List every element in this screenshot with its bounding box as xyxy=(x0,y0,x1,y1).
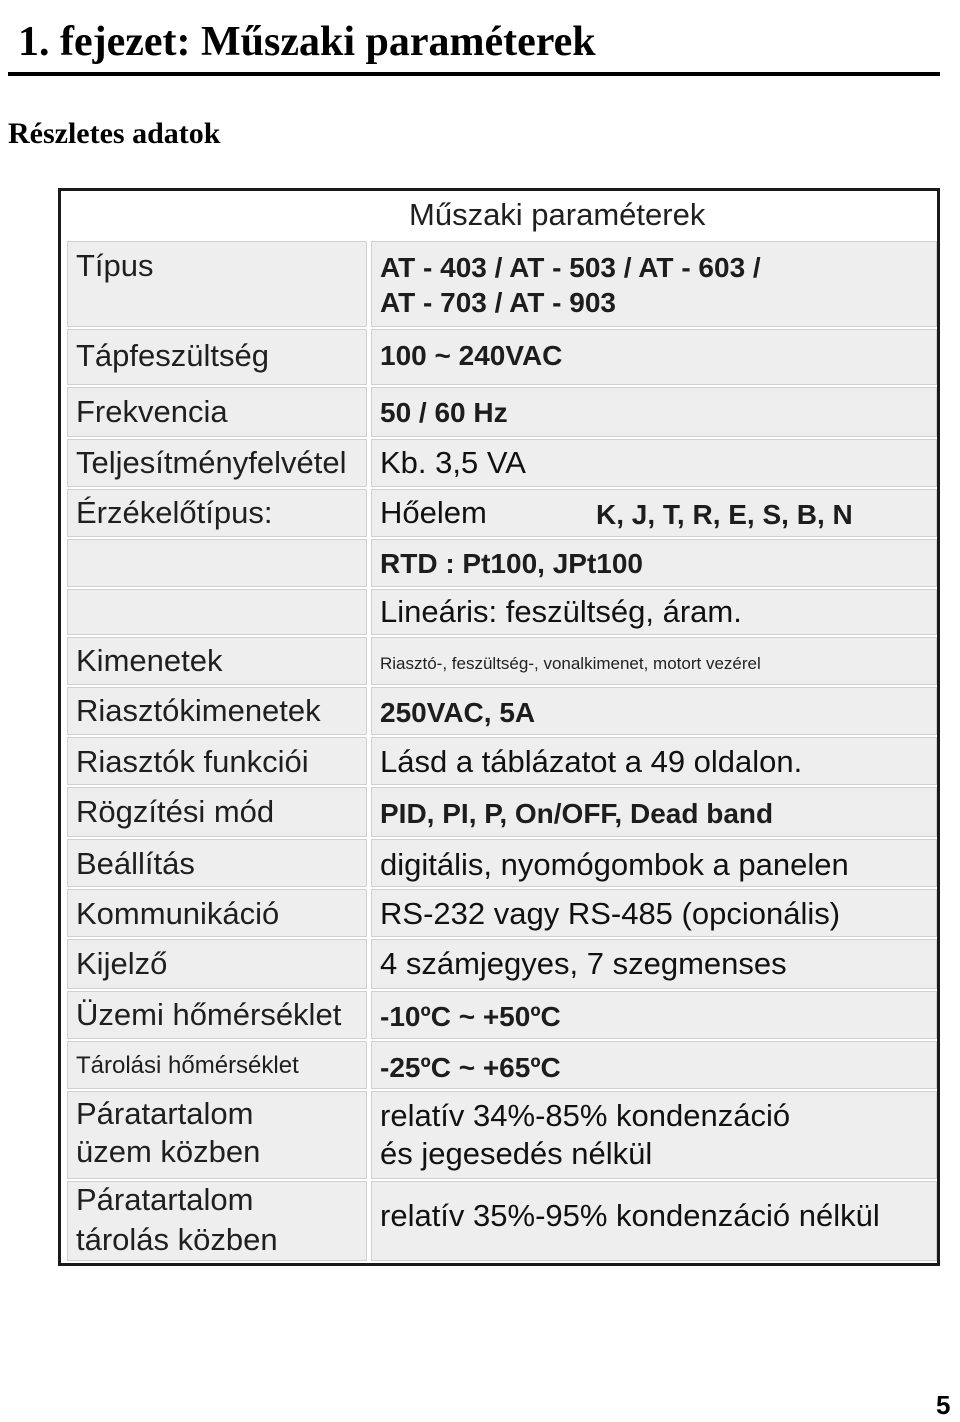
table-row-value xyxy=(371,637,937,685)
table-row-value xyxy=(371,787,937,837)
table-row-value xyxy=(371,387,937,437)
row-label-tarolasi-homerseklet: Tárolási hőmérséklet xyxy=(76,1052,299,1079)
table-row-label xyxy=(67,329,367,385)
table-row-value xyxy=(371,439,937,487)
row-value-uzemi-homerseklet: -10ºC ~ +50ºC xyxy=(380,1001,561,1032)
row-label-beallitas: Beállítás xyxy=(76,846,195,881)
table-row-label xyxy=(67,839,367,887)
table-row-label xyxy=(67,787,367,837)
row-label-tipus: Típus xyxy=(76,248,154,283)
table-row-value xyxy=(371,991,937,1039)
row-value-linearis: Lineáris: feszültség, áram. xyxy=(380,594,742,629)
section-title: Részletes adatok xyxy=(8,117,221,150)
row-value-paratartalom-uzem-2: és jegesedés nélkül xyxy=(380,1136,653,1171)
row-label-kommunikacio: Kommunikáció xyxy=(76,896,280,931)
table-row-value xyxy=(371,687,937,735)
row-label-paratartalom-tarolas-1: Páratartalom xyxy=(76,1182,254,1217)
row-value-paratartalom-uzem-1: relatív 34%-85% kondenzáció xyxy=(380,1098,791,1133)
row-label-teljesitmeny: Teljesítményfelvétel xyxy=(76,445,347,480)
table-row-value xyxy=(371,737,937,785)
table-row-label xyxy=(67,1041,367,1089)
table-header: Műszaki paraméterek xyxy=(409,197,706,232)
table-row-value xyxy=(371,241,937,327)
row-label-erzekelo: Érzékelőtípus: xyxy=(76,495,273,530)
row-value-kommunikacio: RS-232 vagy RS-485 (opcionális) xyxy=(380,896,841,931)
table-row-value xyxy=(371,489,937,537)
spec-table xyxy=(58,188,940,1266)
table-row-label xyxy=(67,889,367,937)
row-value-erzekelo: Hőelem xyxy=(380,495,487,530)
row-value-erzekelo-types: K, J, T, R, E, S, B, N xyxy=(596,499,853,530)
table-row-value xyxy=(371,589,937,635)
row-value-frekvencia: 50 / 60 Hz xyxy=(380,397,508,428)
row-value-tarolasi-homerseklet: -25ºC ~ +65ºC xyxy=(380,1052,561,1083)
table-row-value xyxy=(371,1041,937,1089)
row-value-paratartalom-tarolas: relatív 35%-95% kondenzáció nélkül xyxy=(380,1198,880,1233)
table-row-label xyxy=(67,687,367,735)
row-label-frekvencia: Frekvencia xyxy=(76,394,228,429)
table-row-label xyxy=(67,589,367,635)
row-value-riasztok-funkcioi: Lásd a táblázatot a 49 oldalon. xyxy=(380,744,803,779)
row-label-kijelzo: Kijelző xyxy=(76,946,168,981)
table-row-label xyxy=(67,1181,367,1261)
row-label-paratartalom-uzem-1: Páratartalom xyxy=(76,1096,254,1131)
table-row-label xyxy=(67,737,367,785)
table-row-value xyxy=(371,1091,937,1179)
row-value-kimenetek: Riasztó-, feszültség-, vonalkimenet, motort vezérel xyxy=(380,654,761,673)
table-row-label xyxy=(67,1091,367,1179)
title-divider xyxy=(8,72,940,76)
table-row-value xyxy=(371,1181,937,1261)
table-row-label xyxy=(67,387,367,437)
row-value-rtd: RTD : Pt100, JPt100 xyxy=(380,548,643,579)
row-value-teljesitmeny: Kb. 3,5 VA xyxy=(380,445,526,480)
row-label-rogzitesi-mod: Rögzítési mód xyxy=(76,794,275,829)
row-label-paratartalom-uzem-2: üzem közben xyxy=(76,1134,261,1169)
row-value-beallitas: digitális, nyomógombok a panelen xyxy=(380,847,849,882)
row-value-tapfeszultseg: 100 ~ 240VAC xyxy=(380,340,563,371)
table-row-label xyxy=(67,637,367,685)
table-row-label xyxy=(67,939,367,989)
table-row-value xyxy=(371,939,937,989)
table-row-label xyxy=(67,991,367,1039)
chapter-title: 1. fejezet: Műszaki paraméterek xyxy=(18,19,596,65)
row-value-riasztokimenetek: 250VAC, 5A xyxy=(380,697,536,728)
table-row-value xyxy=(371,839,937,887)
row-label-riasztok-funkcioi: Riasztók funkciói xyxy=(76,744,309,779)
row-value-rogzitesi-mod: PID, PI, P, On/OFF, Dead band xyxy=(380,798,774,829)
table-row-value xyxy=(371,329,937,385)
table-row-label xyxy=(67,241,367,327)
row-label-riasztokimenetek: Riasztókimenetek xyxy=(76,693,321,728)
row-label-paratartalom-tarolas-2: tárolás közben xyxy=(76,1222,278,1257)
row-label-tapfeszultseg: Tápfeszültség xyxy=(76,338,269,373)
row-value-tipus-1: AT - 403 / AT - 503 / AT - 603 / xyxy=(380,252,761,283)
page-number: 5 xyxy=(936,1390,951,1420)
table-row-label xyxy=(67,539,367,587)
row-value-kijelzo: 4 számjegyes, 7 szegmenses xyxy=(380,946,787,981)
row-value-tipus-2: AT - 703 / AT - 903 xyxy=(380,287,616,318)
row-label-kimenetek: Kimenetek xyxy=(76,643,223,678)
table-row-label xyxy=(67,489,367,537)
table-row-value xyxy=(371,889,937,937)
table-row-value xyxy=(371,539,937,587)
table-row-label xyxy=(67,439,367,487)
row-label-uzemi-homerseklet: Üzemi hőmérséklet xyxy=(76,997,342,1032)
